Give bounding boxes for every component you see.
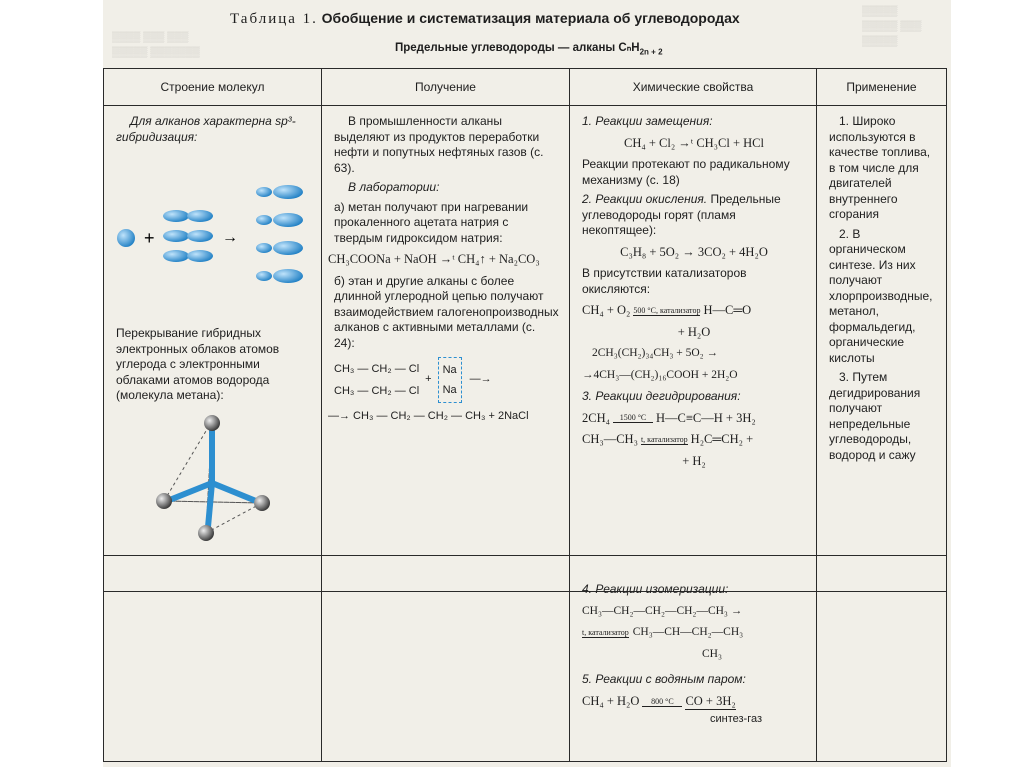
methane-model-diagram — [144, 411, 304, 561]
isopentane-branch: CH₃ — [702, 647, 722, 660]
table-title — [230, 10, 850, 28]
title-text: Обобщение и систематизация материала об углеводородах — [321, 10, 740, 26]
ethylene-reactant: CH₃—CH₃ — [582, 432, 638, 446]
isopentane-formula: CH₃—CH—CH₂—CH₃ — [632, 626, 744, 638]
methane-oxidation-reactants: CH₄ + O₂ — [582, 303, 631, 317]
title-lead: Таблица 1. — [230, 11, 318, 27]
steam-reforming-condition: 800 °C — [651, 696, 674, 706]
water-product: + H₂O — [677, 324, 711, 339]
ethylene-equation — [582, 432, 806, 448]
substitution-heading: 1. Реакции замещения: — [582, 114, 713, 128]
svg-text:+: + — [144, 228, 155, 248]
syngas-formula: CO + 3H₂ — [685, 694, 735, 711]
bleed-through-text: ▒▒▒▒ ▒▒▒ ▒▒▒ ▒▒▒▒▒ ▒▒▒▒▒▒▒ — [112, 32, 200, 58]
structure-cell-continued — [104, 556, 322, 762]
paraffin-oxidation-product: →4CH₃—(CH₂)₁₆COOH + 2H₂O — [582, 368, 738, 381]
methane-oxidation-equation — [582, 303, 806, 319]
ethylene-arrow — [641, 435, 688, 445]
sp3-text: Для алканов характерна sp³-гибридизация: — [116, 114, 296, 144]
steam-reforming-heading: 5. Реакции с водяным паром: — [582, 672, 746, 686]
syngas-label: синтез-газ — [710, 713, 763, 725]
acetylene-reactant: 2CH₄ — [582, 410, 610, 425]
method-b-text: б) этан и другие алканы с более длинной углеродной цепью получают взаимодействием галогенопроизводных алканов с активными металлами (с. 24): — [334, 273, 559, 350]
production-cell-continued — [322, 556, 570, 762]
application-3: 3. Путем дегидрирования получают непредельные углеводороды, водород и сажу — [829, 370, 921, 462]
isomerization-equation — [582, 625, 806, 641]
methane-oxidation-condition: 500 °C, катализатор — [633, 305, 701, 315]
col-header-production: Получение — [322, 69, 570, 106]
oxidation-paragraph — [582, 192, 806, 239]
combustion-equation: C₃H₈ + 5O₂ → 3CO₂ + 4H₂O — [620, 244, 768, 259]
application-cell — [817, 106, 947, 592]
ethylene-condition: t, катализатор — [640, 434, 688, 444]
sp3-orbitals-diagram — [104, 178, 320, 288]
chemical-cell-continued — [570, 556, 817, 762]
oxidation-heading: 2. Реакции окисления. — [582, 192, 708, 206]
production-cell — [322, 106, 570, 592]
col-header-chemical: Химические свойства — [570, 69, 817, 106]
sodium-1: Na — [442, 364, 457, 376]
chlorination-equation: CH₄ + Cl₂ →ᵗ CH₃Cl + HCl — [623, 135, 764, 150]
col-header-application: Применение — [817, 69, 947, 106]
application-1: 1. Широко используются в качестве топлива, в том числе для двигателей внутреннего сгорания — [829, 114, 931, 221]
wurtz-reaction — [334, 357, 559, 403]
wurtz-reactant-1: CH₃ — CH₂ — Cl — [334, 363, 420, 375]
radical-text: Реакции протекают по радикальному механизму (с. 18) — [582, 157, 790, 187]
steam-reforming-reactants: CH₄ + H₂O — [582, 694, 640, 708]
industry-text: В промышленности алканы выделяют из продуктов переработки нефти и попутных нефтяных газов (с. 63). — [334, 114, 544, 175]
sodium-box — [438, 357, 462, 403]
steam-reforming-arrow — [642, 697, 682, 707]
table-subtitle — [395, 40, 663, 56]
structure-cell — [104, 106, 322, 592]
method-a-text: а) метан получают при нагревании прокаленного ацетата натрия с твердым гидроксидом натрия: — [334, 199, 529, 245]
continuation-table — [103, 555, 947, 762]
wurtz-reactant-2: CH₃ — CH₂ — Cl — [334, 385, 420, 397]
ethylene-product: H₂C═CH₂ + — [690, 432, 754, 446]
lab-heading: В лаборатории: — [348, 180, 440, 194]
application-2: 2. В органическом синтезе. Из них получают хлорпроизводные, метанол, формальдегид, органические кислоты — [829, 226, 933, 365]
pentane-formula: CH₃—CH₂—CH₂—CH₂—CH₃ → — [582, 604, 743, 617]
col-header-structure: Строение молекул — [104, 69, 322, 106]
acetylene-condition: 1500 °C — [619, 413, 647, 423]
wurtz-product-equation: —→ CH₃ — CH₂ — CH₂ — CH₃ + 2NaCl — [328, 410, 529, 422]
methane-oxidation-product: H—C═O — [703, 303, 752, 317]
dehydrogenation-heading: 3. Реакции дегидрирования: — [582, 389, 741, 403]
paraffin-oxidation-equation: 2CH₃(CH₂)₃₄CH₃ + 5O₂ → — [592, 347, 719, 359]
summary-table — [103, 68, 947, 592]
acetylene-equation — [582, 411, 806, 427]
catalyst-text: В присутствии катализаторов окисляются: — [582, 266, 747, 296]
hydrogen-product: + H₂ — [682, 453, 706, 468]
chemical-cell — [570, 106, 817, 592]
isomerization-heading: 4. Реакции изомеризации: — [582, 582, 729, 596]
subtitle-text: Предельные углеводороды — алканы C — [395, 42, 627, 54]
svg-text:→: → — [222, 229, 238, 246]
steam-reforming-equation — [582, 694, 806, 711]
application-cell-continued — [817, 556, 947, 762]
bleed-through-text: ▒▒▒▒▒ ▒▒▒▒▒ ▒▒▒ ▒▒▒▒▒ — [862, 6, 922, 47]
wurtz-arrow: —→ — [469, 373, 492, 386]
isomerization-arrow — [582, 628, 629, 638]
subtitle-formula: ₙH$_{2n + 2}$ — [626, 42, 663, 57]
plus-sign: + — [425, 373, 432, 386]
acetate-equation: CH₃COONa + NaOH →ᵗ CH₄↑ + Na₂CO₃ — [328, 252, 540, 266]
acetylene-arrow — [613, 413, 653, 423]
oxidation-text: Предельные углеводороды горят (пламя некоптящее): — [582, 192, 781, 237]
methane-oxidation-arrow — [633, 306, 700, 316]
isomerization-condition: t, катализатор — [582, 627, 629, 637]
sodium-2: Na — [442, 384, 457, 396]
overlap-text: Перекрывание гибридных электронных облаков атомов углерода с электронными облаками атомов водорода (молекула метана): — [116, 326, 280, 402]
acetylene-product: H—C≡C—H + 3H₂ — [655, 410, 756, 425]
